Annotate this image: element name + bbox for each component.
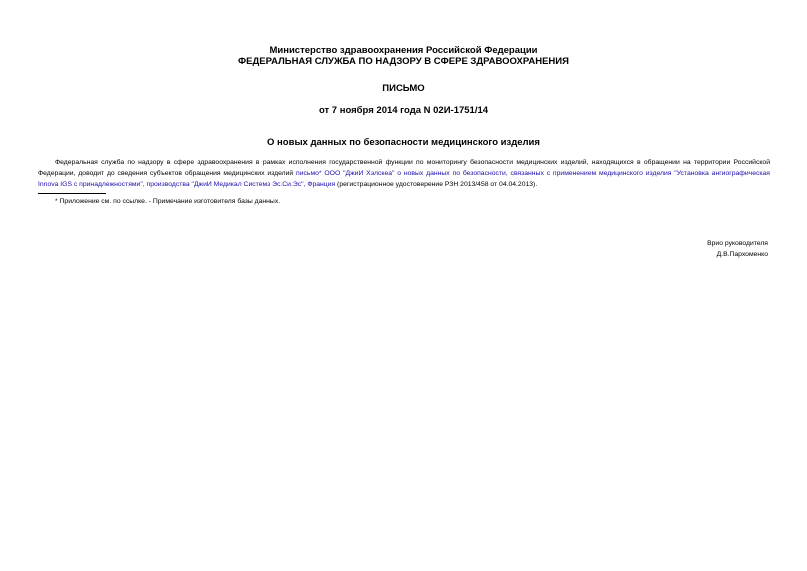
letter-link[interactable]: письмо* ООО "ДжиИ Хэлскеа" о новых данных по безопасности, связанных с применением медицинского изделия "Установка ангиографическая Innova IGS с принадлежностями", производства "ДжиИ Медикал Системз Эс.Си.Эс", Франция [38, 170, 770, 188]
ministry-name: Министерство здравоохранения Российской Федерации [269, 45, 538, 56]
signature-block [707, 238, 768, 260]
body-text-after-link: (регистрационное удостоверение РЗН 2013/458 от 04.04.2013). [335, 181, 538, 188]
document-header [0, 45, 807, 148]
body-text-before-link: Федеральная служба по надзору в сфере здравоохранения в рамках исполнения государственной функции по мониторингу безопасности медицинских изделий, находящихся в обращении на территории Российской Федерации, доводит до сведения субъектов обращения медицинских изделий [38, 159, 770, 177]
document-subject: О новых данных по безопасности медицинского изделия [267, 137, 540, 148]
document-type: ПИСЬМО [382, 83, 425, 94]
service-name: ФЕДЕРАЛЬНАЯ СЛУЖБА ПО НАДЗОРУ В СФЕРЕ ЗДРАВООХРАНЕНИЯ [238, 56, 569, 67]
signatory-title: Врио руководителя [707, 240, 768, 247]
document-date-number: от 7 ноября 2014 года N 02И-1751/14 [318, 105, 489, 116]
signatory-name: Д.В.Пархоменко [716, 251, 768, 258]
document-body [38, 157, 770, 190]
body-paragraph [38, 157, 770, 190]
footnote-divider [38, 193, 106, 194]
footnote: * Приложение см. по ссылке. - Примечание изготовителя базы данных. [55, 198, 281, 205]
